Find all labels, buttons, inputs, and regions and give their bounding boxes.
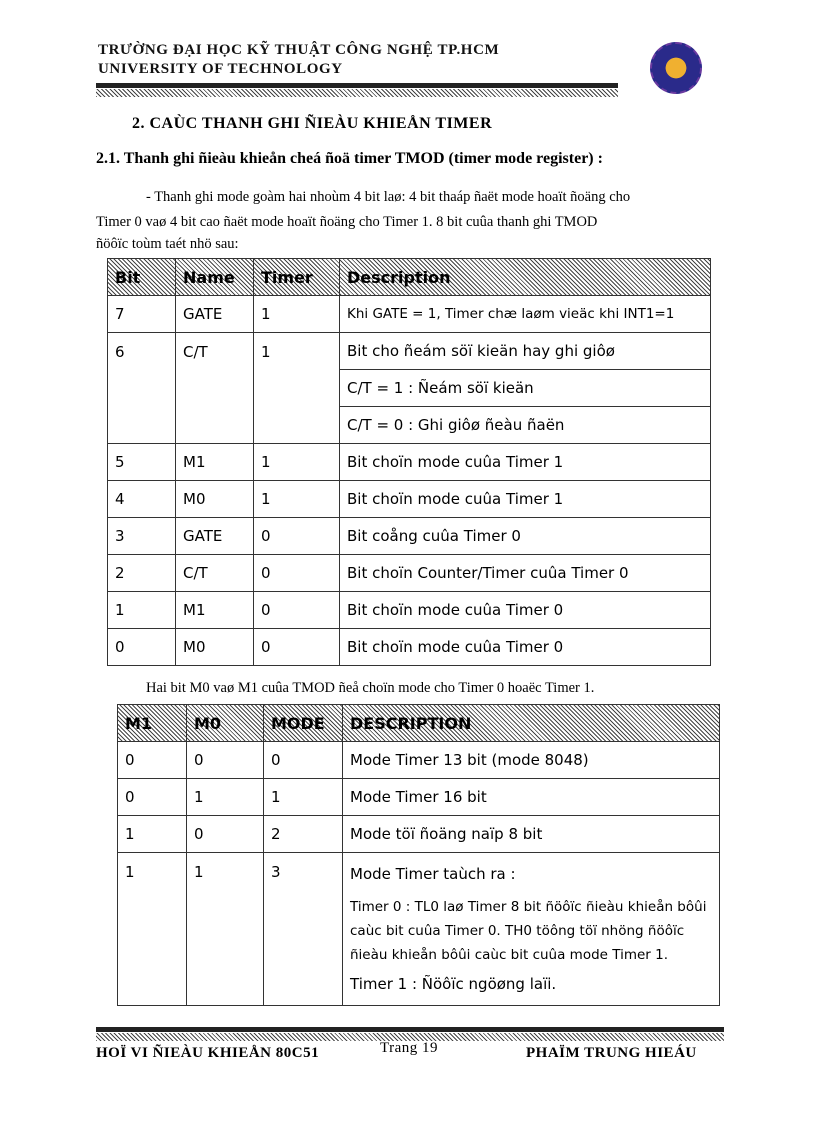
cell-mode: 0: [264, 742, 343, 779]
cell-description: [343, 853, 720, 1006]
university-name-en: UNIVERSITY OF TECHNOLOGY: [98, 61, 343, 77]
paragraph-line-3: ñöôïc toùm taét nhö sau:: [96, 236, 239, 252]
mode-table: [117, 704, 720, 1006]
cell-timer: 0: [254, 592, 340, 629]
tmod-bits-table: [107, 258, 711, 666]
cell-m0: 0: [187, 816, 264, 853]
paragraph-line-1: - Thanh ghi mode goàm hai nhoùm 4 bit laø: 4 bit thaáp ñaët mode hoaït ñoäng cho: [146, 189, 631, 205]
university-logo: [650, 42, 702, 94]
cell-name: C/T: [176, 555, 254, 592]
cell-description: Mode töï ñoäng naïp 8 bit: [343, 816, 720, 853]
cell-bit: 1: [108, 592, 176, 629]
cell-name: GATE: [176, 518, 254, 555]
header-rule-thick: [96, 83, 618, 88]
cell-timer: 0: [254, 518, 340, 555]
cell-description: Bit choïn mode cuûa Timer 0: [340, 629, 711, 666]
cell-name: GATE: [176, 296, 254, 333]
footer-rule-thick: [96, 1027, 724, 1032]
cell-bit: 6: [108, 333, 176, 444]
footer-book-title: HOÏ VI ÑIEÀU KHIEÅN 80C51: [96, 1045, 320, 1061]
mode3-detail-2: caùc bit cuûa Timer 0. TH0 töông töï nhöng ñöôïc: [350, 923, 685, 939]
col-header-timer: Timer: [254, 259, 340, 296]
cell-m1: 1: [118, 816, 187, 853]
cell-description: Bit coång cuûa Timer 0: [340, 518, 711, 555]
cell-timer: 1: [254, 481, 340, 518]
cell-bit: 5: [108, 444, 176, 481]
mode3-detail-1: Timer 0 : TL0 laø Timer 8 bit ñöôïc ñieàu khieån bôûi: [350, 899, 707, 915]
col-header-name: Name: [176, 259, 254, 296]
mode3-timer1: Timer 1 : Ñöôïc ngöøng laïi.: [350, 975, 557, 993]
cell-m0: 1: [187, 853, 264, 1006]
col-header-bit: Bit: [108, 259, 176, 296]
cell-description: Bit cho ñeám söï kieän hay ghi giôø: [340, 333, 711, 370]
cell-description: Bit choïn Counter/Timer cuûa Timer 0: [340, 555, 711, 592]
cell-name: M0: [176, 481, 254, 518]
cell-name: M1: [176, 592, 254, 629]
cell-description: Khi GATE = 1, Timer chæ laøm vieäc khi INT1=1: [340, 296, 711, 333]
mode-bits-note: Hai bit M0 vaø M1 cuûa TMOD ñeå choïn mode cho Timer 0 hoaëc Timer 1.: [146, 680, 595, 696]
table-header-row: [108, 259, 711, 296]
page-number: Trang 19: [380, 1040, 439, 1056]
table-row: [108, 555, 711, 592]
cell-description: C/T = 0 : Ghi giôø ñeàu ñaën: [340, 407, 711, 444]
cell-m1: 0: [118, 742, 187, 779]
cell-timer: 1: [254, 333, 340, 444]
cell-m1: 0: [118, 779, 187, 816]
table-row: [108, 444, 711, 481]
table-row: [108, 481, 711, 518]
table-row: [108, 592, 711, 629]
cell-m1: 1: [118, 853, 187, 1006]
cell-m0: 1: [187, 779, 264, 816]
section-title: 2. CAÙC THANH GHI ÑIEÀU KHIEÅN TIMER: [132, 115, 493, 132]
cell-bit: 0: [108, 629, 176, 666]
cell-description: C/T = 1 : Ñeám söï kieän: [340, 370, 711, 407]
table-row: [108, 296, 711, 333]
mode3-title: Mode Timer taùch ra :: [350, 865, 516, 883]
cell-timer: 1: [254, 296, 340, 333]
cell-name: M0: [176, 629, 254, 666]
cell-m0: 0: [187, 742, 264, 779]
cell-description: Bit choïn mode cuûa Timer 1: [340, 444, 711, 481]
cell-bit: 2: [108, 555, 176, 592]
table-row: [108, 333, 711, 370]
mode3-detail-3: ñieàu khieån bôûi caùc bit cuûa mode Timer 1.: [350, 947, 669, 963]
cell-description: Mode Timer 13 bit (mode 8048): [343, 742, 720, 779]
cell-description: Bit choïn mode cuûa Timer 0: [340, 592, 711, 629]
university-name-vn: TRƯỜNG ĐẠI HỌC KỸ THUẬT CÔNG NGHỆ TP.HCM: [98, 42, 500, 58]
cell-timer: 1: [254, 444, 340, 481]
table-header-row: [118, 705, 720, 742]
cell-description: Bit choïn mode cuûa Timer 1: [340, 481, 711, 518]
col-header-m0: M0: [187, 705, 264, 742]
cell-bit: 4: [108, 481, 176, 518]
col-header-description: Description: [340, 259, 711, 296]
cell-timer: 0: [254, 555, 340, 592]
cell-description: Mode Timer 16 bit: [343, 779, 720, 816]
col-header-description: DESCRIPTION: [343, 705, 720, 742]
table-row: [118, 816, 720, 853]
paragraph-line-2: Timer 0 vaø 4 bit cao ñaët mode hoaït ñoäng cho Timer 1. 8 bit cuûa thanh ghi TMOD: [96, 214, 598, 230]
cell-mode: 3: [264, 853, 343, 1006]
table-row: [118, 742, 720, 779]
cell-name: C/T: [176, 333, 254, 444]
table-row: [108, 629, 711, 666]
cell-bit: 7: [108, 296, 176, 333]
cell-mode: 2: [264, 816, 343, 853]
cell-mode: 1: [264, 779, 343, 816]
col-header-m1: M1: [118, 705, 187, 742]
subsection-title: 2.1. Thanh ghi ñieàu khieån cheá ñoä timer TMOD (timer mode register) :: [96, 150, 603, 167]
table-row: [118, 853, 720, 1006]
table-row: [118, 779, 720, 816]
cell-timer: 0: [254, 629, 340, 666]
header-rule-hatched: [96, 89, 618, 97]
footer-author: PHAÏM TRUNG HIEÁU: [526, 1045, 697, 1061]
cell-bit: 3: [108, 518, 176, 555]
cell-name: M1: [176, 444, 254, 481]
col-header-mode: MODE: [264, 705, 343, 742]
table-row: [108, 518, 711, 555]
